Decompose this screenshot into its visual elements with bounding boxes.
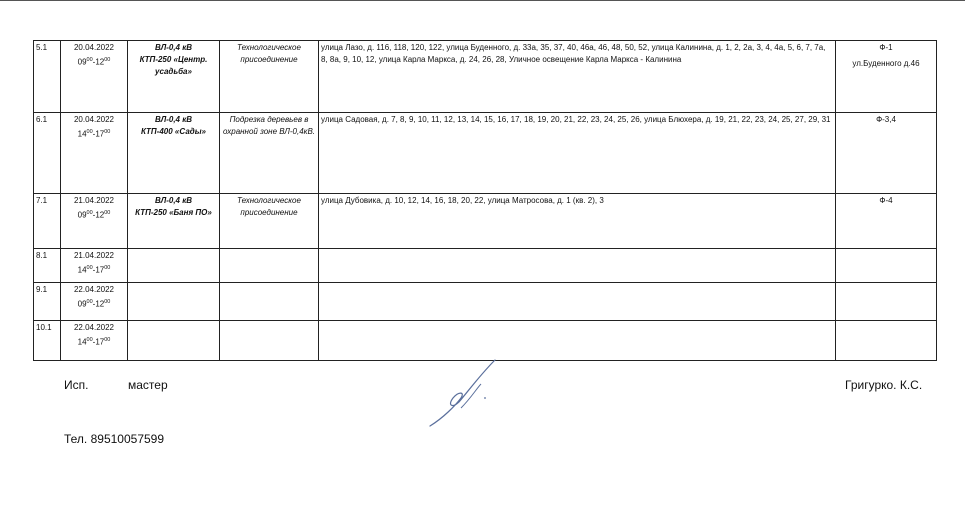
outage-date-cell	[61, 41, 128, 113]
outage-date: 21.04.2022	[73, 251, 115, 260]
feeder-name: Ф-3,4	[876, 115, 896, 124]
affected-addresses: улица Лазо, д. 116, 118, 120, 122, улица Буденного, д. 33а, 35, 37, 40, 46а, 46, 48, 50, 52, улица Калинина, д. 1, 2, 2а, 3, 4, 4а, 5, 6, 7, 7а, 8, 8а, 9, 10, 12, улица Карла Маркса, д. 24, 26, 28, Уличное освещение Карла Маркса - Калинина	[319, 41, 836, 113]
feeder-cell	[836, 283, 937, 321]
outage-date-cell	[61, 113, 128, 194]
outage-time: $14^{00}-17^{00}$	[77, 129, 111, 139]
executor-label: Исп.	[64, 378, 89, 392]
table-row	[34, 283, 937, 321]
executor-position: мастер	[128, 378, 168, 392]
affected-addresses	[319, 283, 836, 321]
handwritten-signature	[425, 358, 500, 433]
affected-addresses: улица Дубовика, д. 10, 12, 14, 16, 18, 20, 22, улица Матросова, д. 1 (кв. 2), 3	[319, 194, 836, 249]
outage-date: 21.04.2022	[73, 196, 115, 205]
table-row	[34, 113, 937, 194]
feeder-cell	[836, 321, 937, 361]
substation-name: КТП-400 «Сады»	[141, 127, 206, 136]
outage-date-cell	[61, 321, 128, 361]
affected-addresses: улица Садовая, д. 7, 8, 9, 10, 11, 12, 13, 14, 15, 16, 17, 18, 19, 20, 21, 22, 23, 24, 25, 26, улица Блюхера, д. 19, 21, 22, 23, 24, 25, 27, 29, 31	[319, 113, 836, 194]
table-row	[34, 194, 937, 249]
executor-name: Григурко. К.С.	[845, 378, 923, 392]
power-line-voltage: ВЛ-0,4 кВ	[154, 43, 193, 52]
power-line-cell	[128, 194, 220, 249]
outage-date: 20.04.2022	[73, 43, 115, 52]
table-row	[34, 249, 937, 283]
row-number: 6.1	[34, 113, 61, 194]
power-line-cell	[128, 113, 220, 194]
outage-time: $14^{00}-17^{00}$	[77, 337, 111, 347]
power-line-cell	[128, 41, 220, 113]
row-number: 7.1	[34, 194, 61, 249]
substation-name: КТП-250 «Баня ПО»	[135, 208, 212, 217]
feeder-cell	[836, 41, 937, 113]
outage-date-cell	[61, 249, 128, 283]
affected-addresses	[319, 249, 836, 283]
power-line-cell	[128, 321, 220, 361]
row-number: 10.1	[34, 321, 61, 361]
row-number: 5.1	[34, 41, 61, 113]
feeder-name: Ф-4	[879, 196, 893, 205]
work-type	[220, 283, 319, 321]
power-line-cell	[128, 283, 220, 321]
work-type	[220, 249, 319, 283]
outage-date-cell	[61, 283, 128, 321]
power-line-voltage: ВЛ-0,4 кВ	[154, 115, 193, 124]
work-type: Подрезка деревьев в охранной зоне ВЛ-0,4кВ.	[220, 113, 319, 194]
feeder-cell	[836, 113, 937, 194]
outage-schedule-table	[33, 40, 937, 361]
feeder-name: Ф-1	[879, 43, 893, 52]
outage-time: $09^{00}-12^{00}$	[77, 299, 111, 309]
feeder-cell	[836, 194, 937, 249]
page-top-border	[0, 0, 965, 1]
feeder-note: ул.Буденного д.46	[852, 59, 920, 68]
outage-time: $09^{00}-12^{00}$	[77, 57, 111, 67]
outage-date-cell	[61, 194, 128, 249]
table-row	[34, 321, 937, 361]
outage-date: 22.04.2022	[73, 285, 115, 294]
work-type: Технологическое присоединение	[220, 41, 319, 113]
feeder-cell	[836, 249, 937, 283]
outage-time: $14^{00}-17^{00}$	[77, 265, 111, 275]
power-line-cell	[128, 249, 220, 283]
table-row	[34, 41, 937, 113]
row-number: 9.1	[34, 283, 61, 321]
outage-time: $09^{00}-12^{00}$	[77, 210, 111, 220]
outage-date: 22.04.2022	[73, 323, 115, 332]
row-number: 8.1	[34, 249, 61, 283]
phone-number: Тел. 89510057599	[64, 432, 165, 446]
work-type: Технологическое присоединение	[220, 194, 319, 249]
work-type	[220, 321, 319, 361]
outage-date: 20.04.2022	[73, 115, 115, 124]
substation-name: КТП-250 «Центр. усадьба»	[139, 55, 208, 76]
affected-addresses	[319, 321, 836, 361]
power-line-voltage: ВЛ-0,4 кВ	[154, 196, 193, 205]
